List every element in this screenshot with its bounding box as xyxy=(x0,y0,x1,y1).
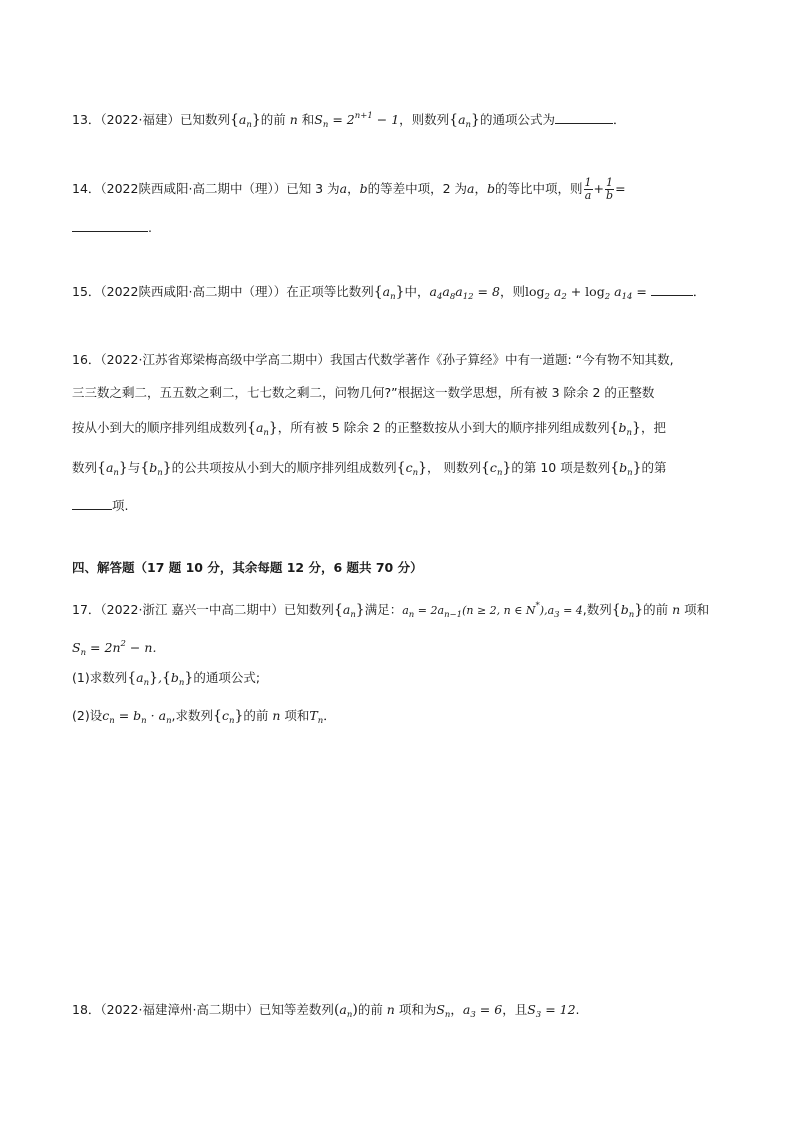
q13-source: （2022·福建） xyxy=(100,112,180,127)
formula-log: $\log_2 a_2 + \log_2 a_{14}$ = xyxy=(524,284,647,302)
question-18: 18．（2022·福建漳州·高二期中）已知等差数列$(a_n)$的前 n 项和为$S_n$，$a_3 = 6$，且$S_3 = 12$. xyxy=(72,1002,580,1020)
question-13: 13．（2022·福建）已知数列$\{a_n\}$的前 n 和$S_n = 2^{n+1} - 1$，则数列$\{a_n\}$的通项公式为 ． xyxy=(72,111,626,130)
q13-number: 13． xyxy=(72,112,101,127)
fraction-1-over-b: $\frac{1}{b}$ xyxy=(606,176,614,202)
formula-sn-17: $S_n = 2n^2 - n$. xyxy=(72,639,157,658)
answer-blank[interactable] xyxy=(72,497,112,510)
question-16-line-1: 16．（2022·江苏省郑梁梅高级中学高二期中）我国古代数学著作《孙子算经》中有一道题: “今有物不知其数, xyxy=(72,352,674,367)
question-17: 17．（2022·浙江 嘉兴一中高二期中）已知数列$\{a_n\}$满足：$a_n = 2a_{n-1}(n \ge 2$, n ∈ $N^*),a_3 = 4$,数列$\{b_n\}$的前 n 项和 xyxy=(72,601,710,620)
seq-a-n: $\{a_n\}$ xyxy=(229,112,261,130)
answer-blank[interactable] xyxy=(72,219,148,232)
answer-blank[interactable] xyxy=(651,283,693,296)
question-17-part-2: (2)设$c_n = b_n \cdot a_n$,求数列$\{c_n\}$的前 n 项和$T_n$． xyxy=(72,708,336,726)
question-17-part-1: (1)求数列$\{a_n\},\{b_n\}$的通项公式; xyxy=(72,670,261,688)
formula-a3: $a_3 = 6$ xyxy=(462,1002,503,1020)
question-14-answer-line: . xyxy=(72,218,152,238)
formula-sn: $S_n = 2^{n+1} - 1$ xyxy=(314,111,400,130)
question-17-line-2 xyxy=(72,634,156,663)
formula-s3: $S_3 = 12$ xyxy=(527,1002,576,1020)
question-14: 14．（2022陕西咸阳·高二期中（理））已知 3 为a，b的等差中项，2 为a，b的等比中项，则 $\frac{1}{a}$ + $\frac{1}{b}$ = xyxy=(72,176,626,202)
answer-blank[interactable] xyxy=(555,111,613,124)
question-16-line-3: 按从小到大的顺序排列组成数列$\{a_n\}$，所有被 5 除余 2 的正整数按从小到大的顺序排列组成数列$\{b_n\}$，把 xyxy=(72,420,666,438)
question-16-line-4: 数列$\{a_n\}$与$\{b_n\}$的公共项按从小到大的顺序排列组成数列$\{c_n\}$， 则数列$\{c_n\}$的第 10 项是数列$\{b_n\}$的第 xyxy=(72,460,667,478)
question-16-line-2: 三三数之剩二，五五数之剩二，七七数之剩二，问物几何?”根据这一数学思想，所有被 3 除余 2 的正整数 xyxy=(72,385,655,400)
question-16-line-5: 项. xyxy=(72,496,128,516)
formula-cn: $c_n = b_n \cdot a_n$ xyxy=(102,708,172,726)
fraction-1-over-a: $\frac{1}{a}$ xyxy=(584,176,592,202)
formula-product: $a_4a_8a_{12} = 8$ xyxy=(429,284,500,302)
formula-recurrence: $a_n = 2a_{n-1}(n \ge 2$, n ∈ $N^*),a_3 = 4$ xyxy=(402,601,583,620)
section-header: 四、解答题（17 题 10 分，其余每题 12 分，6 题共 70 分） xyxy=(72,560,423,575)
question-15: 15．（2022陕西咸阳·高二期中（理））在正项等比数列$\{a_n\}$中，$a_4a_8a_{12} = 8$，则$\log_2 a_2 + \log_2 a_{14}$ = ． xyxy=(72,284,706,302)
